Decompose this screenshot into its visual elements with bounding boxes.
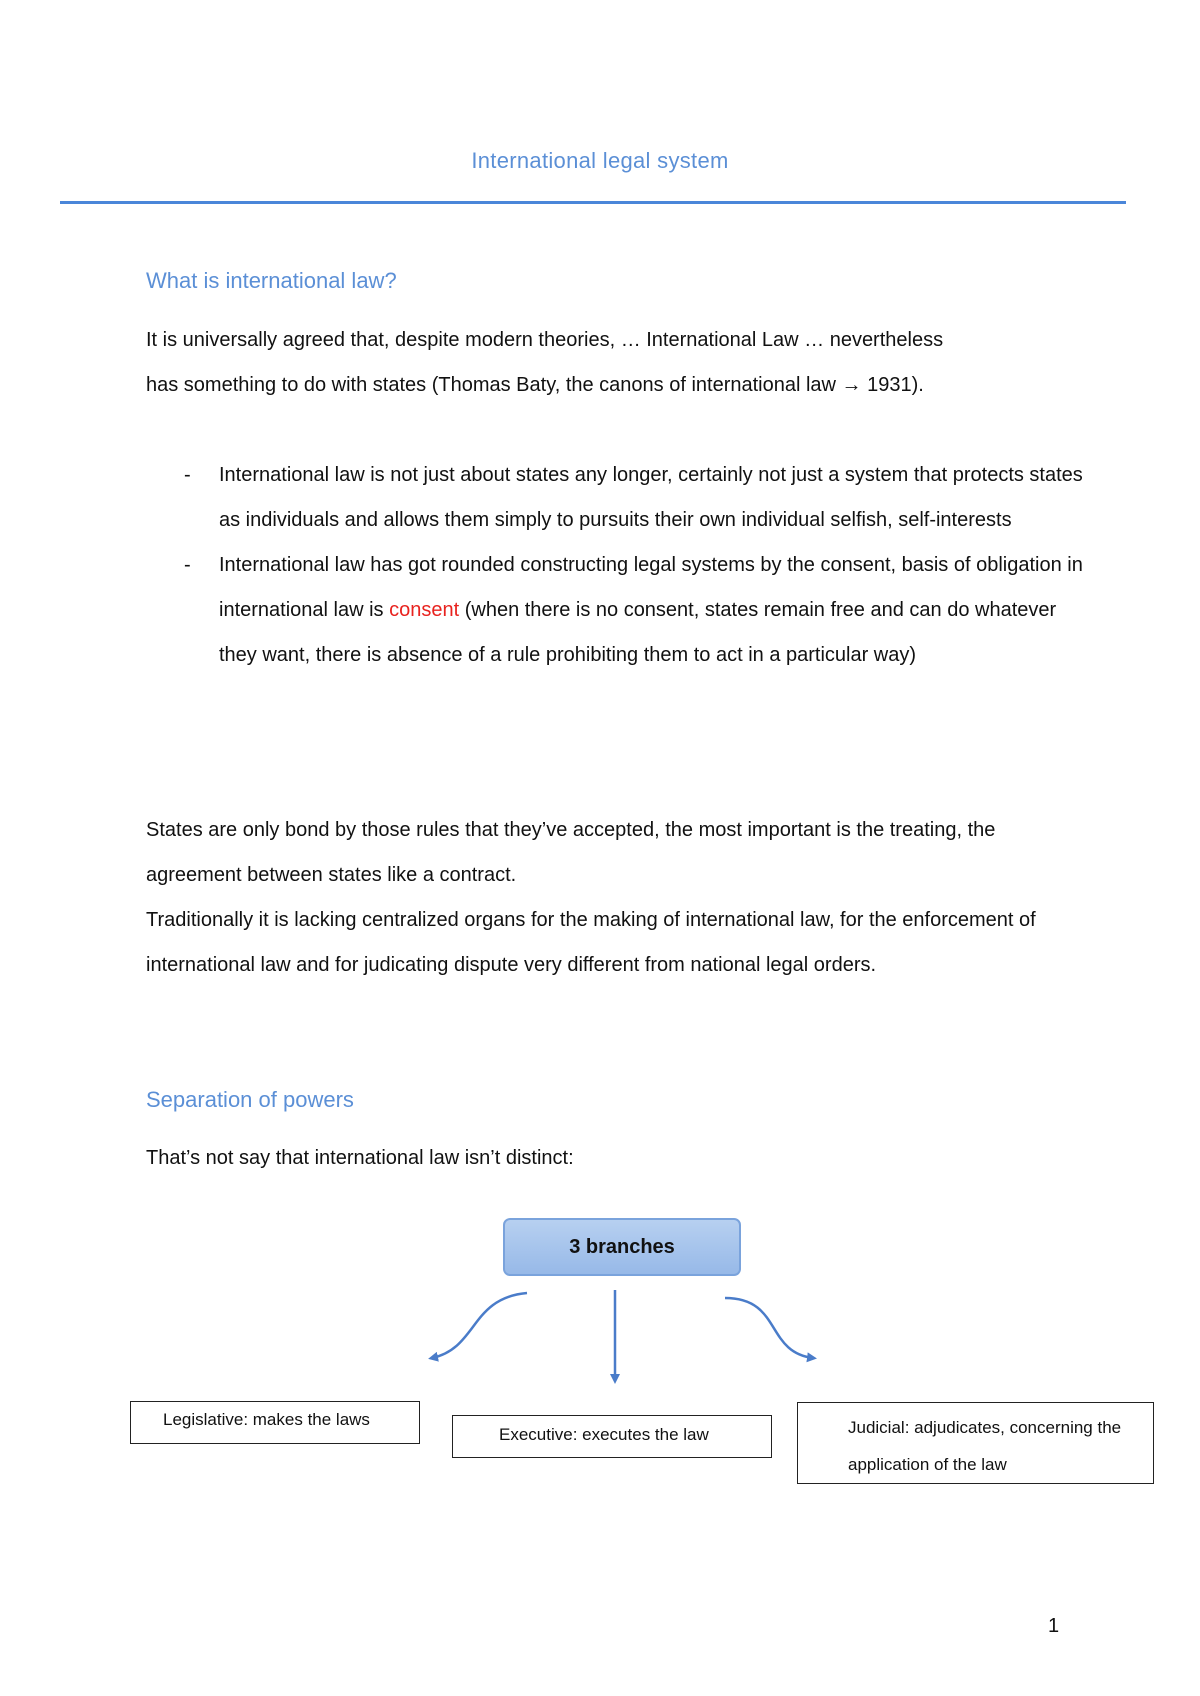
- arrow-to-legislative: [432, 1293, 527, 1358]
- separation-intro: That’s not say that international law isn’t distinct:: [146, 1147, 574, 1169]
- legislative-node: Legislative: makes the laws: [130, 1401, 420, 1444]
- bullet-list: [146, 453, 1086, 678]
- document-title: International legal system: [471, 148, 729, 173]
- arrow-to-judicial: [725, 1298, 813, 1358]
- bullet-dash: -: [184, 464, 191, 486]
- consent-highlight: consent: [389, 599, 460, 621]
- bullet-text-after: (when there is no consent, states remain free and can do whatever they want, there is absence of a rule prohibiting them to act in a particular way): [219, 599, 1057, 666]
- states-paragraph: States are only bond by those rules that they’ve accepted, the most important is the treating, the agreement between states like a contract.: [146, 819, 996, 886]
- intro-paragraph: [146, 318, 1086, 408]
- list-item: [146, 453, 1086, 543]
- title-divider: [60, 201, 1126, 204]
- three-branches-node: 3 branches: [503, 1218, 741, 1276]
- bullet-text: International law is not just about states any longer, certainly not just a system that protects states as individuals and allows them simply to pursuits their own individual selfish, self-interests: [219, 464, 1083, 531]
- section-heading-separation: Separation of powers: [146, 1087, 354, 1112]
- judicial-node: Judicial: adjudicates, concerning the application of the law: [797, 1402, 1154, 1484]
- intro-line-2: has something to do with states (Thomas Baty, the canons of international law → 1931).: [146, 374, 924, 396]
- executive-node: Executive: executes the law: [452, 1415, 772, 1458]
- page-number: 1: [1048, 1615, 1060, 1637]
- traditionally-paragraph: Traditionally it is lacking centralized organs for the making of international law, for the enforcement of international law and for judicating dispute very different from national legal orders.: [146, 909, 1036, 976]
- section-heading-what-is-law: What is international law?: [146, 268, 397, 293]
- intro-line-1: It is universally agreed that, despite modern theories, … International Law … nevertheless: [146, 329, 944, 351]
- bullet-text-before: International law has got rounded constructing legal systems by the consent, basis of obligation in international law is: [219, 554, 1083, 621]
- list-item: [146, 543, 1086, 678]
- bullet-dash: -: [184, 554, 191, 576]
